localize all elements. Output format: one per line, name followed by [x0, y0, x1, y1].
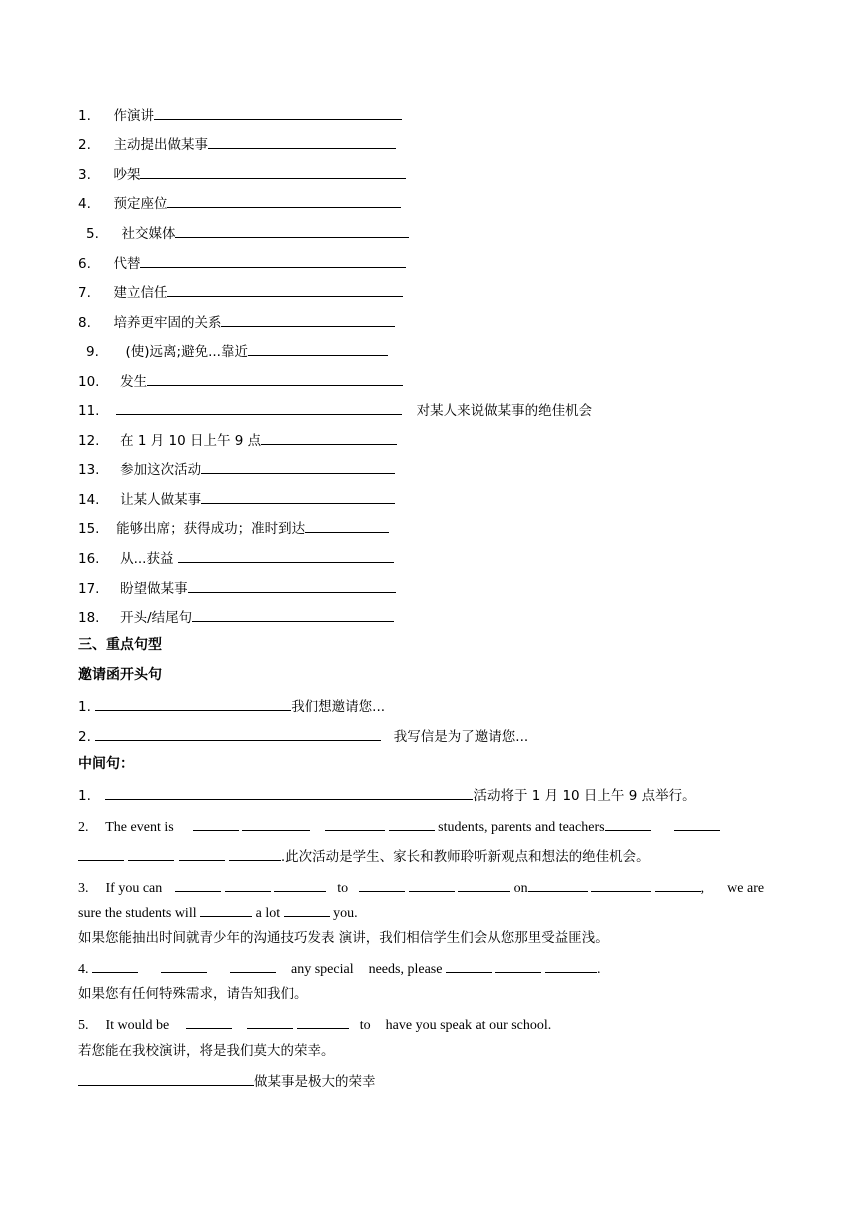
item-text: 主动提出做某事: [113, 137, 208, 153]
section-heading: 三、重点句型: [78, 637, 162, 653]
sentence-part: .: [596, 962, 601, 977]
item-text: 社交媒体: [121, 226, 176, 242]
answer-blank[interactable]: [192, 607, 394, 622]
item-text: 在 1 月 10 日上午 9 点: [120, 433, 262, 449]
item-text: 我写信是为了邀请您...: [393, 729, 529, 745]
vocab-item-7: [78, 282, 403, 302]
answer-blank[interactable]: [167, 193, 401, 208]
item-number: 17.: [78, 581, 100, 597]
item-text: 代替: [113, 256, 141, 272]
item-text: 做某事是极大的荣幸: [254, 1074, 376, 1090]
item-number: 13.: [78, 462, 100, 478]
item-text: 盼望做某事: [120, 581, 188, 597]
answer-blank[interactable]: [305, 518, 389, 533]
item-text: 对某人来说做某事的绝佳机会: [416, 403, 593, 419]
item-number: 6.: [78, 256, 91, 272]
opening-sentence-2: [78, 726, 528, 746]
answer-blank[interactable]: [188, 578, 396, 593]
answer-blank[interactable]: [140, 164, 406, 179]
sentence-part: .此次活动是学生、家长和教师聆听新观点和想法的绝佳机会。: [280, 849, 650, 865]
answer-blank[interactable]: [193, 816, 239, 831]
sentence-part: The event is: [105, 820, 174, 835]
sentence-part: sure the students will: [78, 906, 197, 921]
answer-blank[interactable]: [248, 341, 388, 356]
answer-blank[interactable]: [495, 958, 541, 973]
item-number: 12.: [78, 433, 100, 449]
item-number: 16.: [78, 551, 100, 567]
answer-blank[interactable]: [446, 958, 492, 973]
vocab-item-16: [78, 548, 394, 568]
item-text: (使)远离;避免...靠近: [125, 344, 248, 360]
answer-blank[interactable]: [161, 958, 207, 973]
sentence-part: a lot: [255, 906, 281, 921]
item-number: 3.: [78, 881, 89, 896]
answer-blank[interactable]: [201, 489, 395, 504]
answer-blank[interactable]: [284, 902, 330, 917]
item-number: 15.: [78, 521, 100, 537]
answer-blank[interactable]: [200, 902, 252, 917]
vocab-item-4: [78, 193, 401, 213]
answer-blank[interactable]: [230, 958, 276, 973]
vocab-item-12: [78, 430, 397, 450]
sentence-part: we are: [727, 881, 765, 896]
sentence-part: to: [359, 1018, 371, 1033]
vocab-item-2: [78, 134, 396, 154]
item-text: 参加这次活动: [120, 462, 202, 478]
answer-blank[interactable]: [325, 816, 385, 831]
answer-blank[interactable]: [179, 846, 225, 861]
item-number: 1.: [78, 699, 91, 715]
vocab-item-14: [78, 489, 395, 509]
vocab-item-6: [78, 253, 406, 273]
middle-sentence-3-line-1: 3. If you can to on , we are: [78, 877, 764, 898]
sentence-part: on: [513, 881, 528, 896]
answer-blank[interactable]: [175, 877, 221, 892]
answer-blank[interactable]: [78, 846, 124, 861]
vocab-item-3: [78, 164, 406, 184]
answer-blank[interactable]: [178, 548, 394, 563]
answer-blank[interactable]: [154, 105, 402, 120]
answer-blank[interactable]: [247, 1014, 293, 1029]
vocab-item-17: [78, 578, 396, 598]
answer-blank[interactable]: [605, 816, 651, 831]
final-phrase: [78, 1071, 376, 1091]
sentence-part: If you can: [105, 881, 163, 896]
item-number: 7.: [78, 285, 91, 301]
vocab-item-13: [78, 459, 395, 479]
answer-blank[interactable]: [95, 726, 381, 741]
item-text: 培养更牢固的关系: [113, 315, 222, 331]
item-number: 5.: [86, 226, 99, 242]
item-number: 4.: [78, 196, 91, 212]
vocab-item-10: [78, 371, 403, 391]
answer-blank[interactable]: [221, 312, 395, 327]
item-text: 发生: [120, 374, 148, 390]
middle-sentence-3-chinese: 如果您能抽出时间就青少年的沟通技巧发表 演讲，我们相信学生们会从您那里受益匪浅。: [78, 930, 609, 946]
answer-blank[interactable]: [116, 400, 402, 415]
item-number: 10.: [78, 374, 100, 390]
answer-blank[interactable]: [409, 877, 455, 892]
vocab-item-1: [78, 105, 402, 125]
item-number: 18.: [78, 610, 100, 626]
answer-blank[interactable]: [128, 846, 174, 861]
sentence-part: any special: [291, 962, 354, 977]
middle-sentence-2-line-1: [78, 816, 720, 837]
answer-blank[interactable]: [95, 696, 291, 711]
answer-blank[interactable]: [458, 877, 510, 892]
answer-blank[interactable]: [297, 1014, 349, 1029]
item-text: 让某人做某事: [120, 492, 202, 508]
answer-blank[interactable]: [147, 371, 403, 386]
item-text: 能够出席；获得成功；准时到达: [116, 521, 306, 537]
item-text: 作演讲: [113, 108, 154, 124]
middle-sentence-1: [78, 785, 696, 805]
sentence-part: needs, please: [368, 962, 443, 977]
subheading-opening: 邀请函开头句: [78, 667, 162, 683]
answer-blank[interactable]: [389, 816, 435, 831]
item-number: 4.: [78, 962, 89, 977]
answer-blank[interactable]: [545, 958, 597, 973]
vocab-item-8: [78, 312, 395, 332]
answer-blank[interactable]: [674, 816, 720, 831]
opening-sentence-1: [78, 696, 385, 716]
middle-sentence-2-line-2: [78, 846, 650, 866]
item-number: 9.: [86, 344, 99, 360]
item-number: 3.: [78, 167, 91, 183]
answer-blank[interactable]: [167, 282, 403, 297]
answer-blank[interactable]: [208, 134, 396, 149]
item-text: 吵架: [113, 167, 141, 183]
middle-sentence-5-chinese: 若您能在我校演讲，将是我们莫大的荣幸。: [78, 1043, 335, 1059]
item-text: 我们想邀请您...: [291, 699, 386, 715]
answer-blank[interactable]: [78, 1071, 254, 1086]
answer-blank[interactable]: [261, 430, 397, 445]
answer-blank[interactable]: [242, 816, 310, 831]
sentence-part: to: [337, 881, 349, 896]
item-number: 14.: [78, 492, 100, 508]
vocab-item-15: [78, 518, 389, 538]
subheading-middle: 中间句：: [78, 756, 134, 772]
answer-blank[interactable]: [528, 877, 588, 892]
item-text: 开头/结尾句: [120, 610, 193, 626]
sentence-part: students, parents and teachers: [438, 820, 605, 835]
answer-blank[interactable]: [186, 1014, 232, 1029]
answer-blank[interactable]: [105, 785, 473, 800]
answer-blank[interactable]: [655, 877, 701, 892]
answer-blank[interactable]: [229, 846, 281, 861]
answer-blank[interactable]: [225, 877, 271, 892]
sentence-part: you.: [333, 906, 358, 921]
sentence-part: It would be: [105, 1018, 170, 1033]
vocab-item-5: [86, 223, 409, 243]
middle-sentence-5: [78, 1014, 551, 1035]
vocab-item-9: [86, 341, 388, 361]
item-text: 从...获益: [120, 551, 174, 567]
answer-blank[interactable]: [359, 877, 405, 892]
item-number: 1.: [78, 108, 91, 124]
item-number: 8.: [78, 315, 91, 331]
vocab-item-18: [78, 607, 394, 627]
answer-blank[interactable]: [175, 223, 409, 238]
answer-blank[interactable]: [274, 877, 326, 892]
answer-blank[interactable]: [201, 459, 395, 474]
middle-sentence-4: [78, 958, 600, 979]
answer-blank[interactable]: [591, 877, 651, 892]
item-number: 2.: [78, 729, 91, 745]
item-number: 5.: [78, 1018, 89, 1033]
item-text: 活动将于 1 月 10 日上午 9 点举行。: [473, 788, 696, 804]
vocab-item-11: [78, 400, 592, 420]
item-text: 建立信任: [113, 285, 168, 301]
item-text: 预定座位: [113, 196, 168, 212]
answer-blank[interactable]: [140, 253, 406, 268]
middle-sentence-4-chinese: 如果您有任何特殊需求，请告知我们。: [78, 986, 308, 1002]
item-number: 2.: [78, 137, 91, 153]
item-number: 1.: [78, 788, 91, 804]
sentence-part: have you speak at our school.: [385, 1018, 552, 1033]
item-number: 11.: [78, 403, 100, 419]
answer-blank[interactable]: [92, 958, 138, 973]
item-number: 2.: [78, 820, 89, 835]
middle-sentence-3-line-2: [78, 902, 358, 923]
